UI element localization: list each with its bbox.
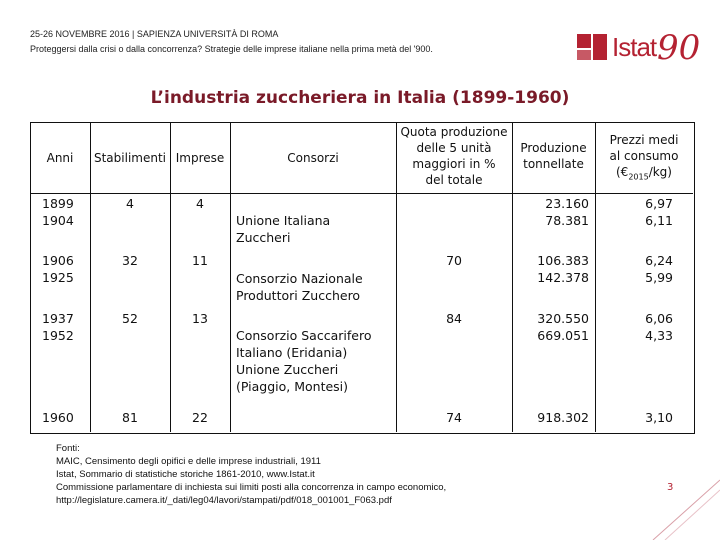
row2-produzione: 106.383 142.378 xyxy=(537,253,589,285)
header-quota: Quota produzione delle 5 unità maggiori in % del totale xyxy=(400,125,508,187)
row1-stabilimenti: 4 xyxy=(126,196,134,211)
header-imprese: Imprese xyxy=(175,151,225,165)
row1-produzione: 23.160 78.381 xyxy=(545,196,589,228)
row3-prezzi: 6,06 4,33 xyxy=(645,311,673,343)
header-prezzi xyxy=(595,132,693,185)
row4-prezzi: 3,10 xyxy=(645,410,673,425)
logo-text: Istat xyxy=(612,32,657,62)
logo-anniversary-number: 90 xyxy=(657,28,701,68)
row2-consorzi: Consorzio Nazionale Produttori Zucchero xyxy=(236,271,363,303)
logo-square-icon xyxy=(577,50,591,60)
row1-imprese: 4 xyxy=(196,196,204,211)
row4-stabilimenti: 81 xyxy=(122,410,138,425)
row2-prezzi: 6,24 5,99 xyxy=(645,253,673,285)
table-title: L’industria zuccheriera in Italia (1899-1960) xyxy=(150,88,570,108)
header-prezzi-unit: $(€_{2015}/kg)$ xyxy=(616,165,672,182)
header-prezzi-label: Prezzi medi al consumo xyxy=(609,133,679,163)
row3-imprese: 13 xyxy=(192,311,208,326)
row1-prezzi: 6,97 6,11 xyxy=(645,196,673,228)
sources-notes xyxy=(56,442,446,507)
row4-produzione: 918.302 xyxy=(537,410,589,425)
row3-produzione: 320.550 669.051 xyxy=(537,311,589,343)
presentation-subtitle: Proteggersi dalla crisi o dalla concorrenza? Strategie delle imprese italiane nella prima metà del '900. xyxy=(30,44,433,54)
header-stabilimenti: Stabilimenti xyxy=(93,151,166,165)
source-item: MAIC, Censimento degli opifici e delle imprese industriali, 1911 xyxy=(56,456,321,467)
source-item: Istat, Sommario di statistiche storiche 1861-2010, www.Istat.it xyxy=(56,469,315,480)
logo-square-icon xyxy=(593,34,607,60)
row4-anni: 1960 xyxy=(42,410,74,425)
column-divider xyxy=(170,122,171,432)
page-number: 3 xyxy=(667,482,674,493)
source-item: Commissione parlamentare di inchiesta sui limiti posti alla concorrenza in campo economico, xyxy=(56,482,447,493)
row4-imprese: 22 xyxy=(192,410,208,425)
row3-consorzi: Consorzio Saccarifero Italiano (Eridania) Unione Zuccheri (Piaggio, Montesi) xyxy=(236,328,372,394)
header-anni: Anni xyxy=(46,151,74,165)
header-consorzi: Consorzi xyxy=(287,151,339,165)
event-header: 25-26 NOVEMBRE 2016 | SAPIENZA UNIVERSITÀ DI ROMA xyxy=(30,29,279,39)
row2-anni: 1906 1925 xyxy=(42,253,74,285)
header-divider xyxy=(30,193,693,194)
row3-stabilimenti: 52 xyxy=(122,311,138,326)
sources-label: Fonti: xyxy=(56,443,80,454)
column-divider xyxy=(230,122,231,432)
header-produzione: Produzione tonnellate xyxy=(520,141,587,171)
logo-square-icon xyxy=(577,34,591,48)
corner-decoration-icon xyxy=(645,476,720,540)
row1-anni: 1899 1904 xyxy=(42,196,74,228)
row1-consorzi: Unione Italiana Zuccheri xyxy=(236,213,331,245)
row2-quota: 70 xyxy=(446,253,462,268)
column-divider xyxy=(90,122,91,432)
source-link[interactable]: http://legislature.camera.it/_dati/leg04/lavori/stampati/pdf/018_001001_F063.pdf xyxy=(56,495,392,506)
row3-quota: 84 xyxy=(446,311,462,326)
row2-imprese: 11 xyxy=(192,253,208,268)
row3-anni: 1937 1952 xyxy=(42,311,74,343)
row4-quota: 74 xyxy=(446,410,462,425)
row2-stabilimenti: 32 xyxy=(122,253,138,268)
